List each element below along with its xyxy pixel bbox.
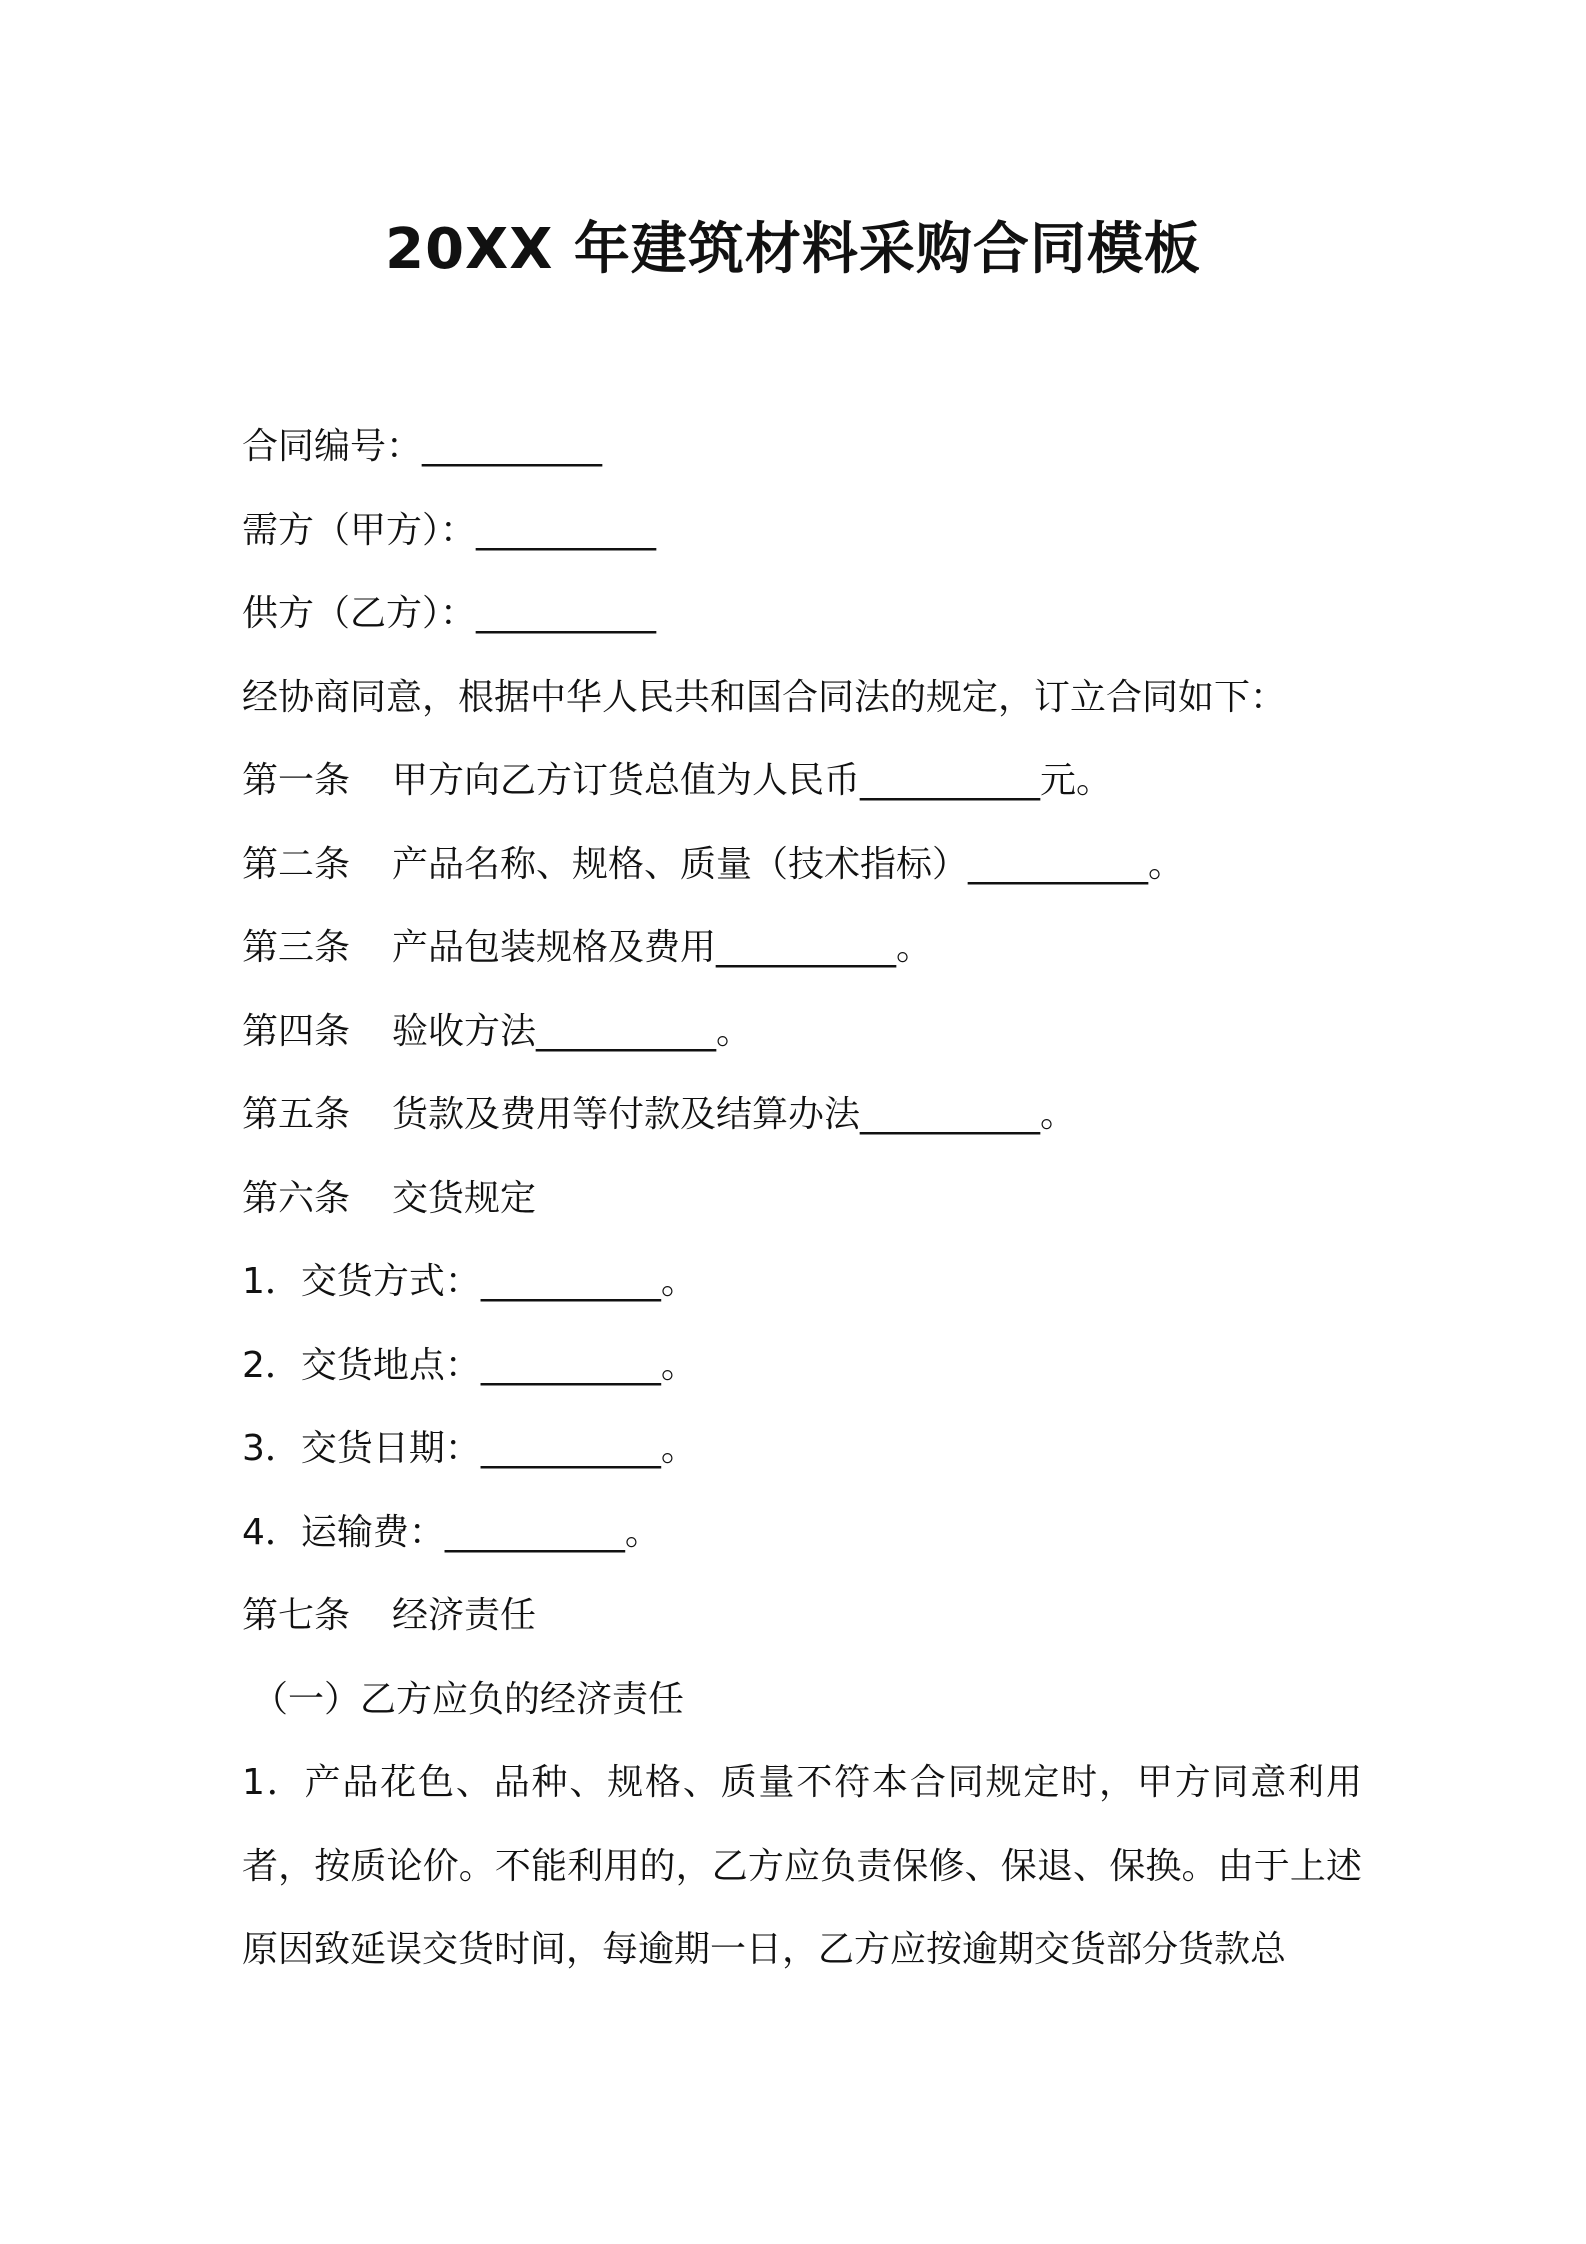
- blank-field: __________: [422, 426, 603, 467]
- article-2: [242, 823, 1362, 907]
- article-number: 第一条: [242, 760, 351, 801]
- preamble: 经协商同意，根据中华人民共和国合同法的规定，订立合同如下：: [242, 676, 1287, 718]
- article-number: 第二条: [242, 843, 351, 885]
- supplier-line: [242, 572, 1362, 656]
- delivery-item: 1．交货方式：__________。: [242, 1261, 697, 1302]
- article-1: [242, 739, 1362, 823]
- article-text: 交货规定: [392, 1177, 537, 1219]
- article-text: 验收方法__________。: [392, 1010, 753, 1052]
- article-number: 第七条: [242, 1595, 351, 1636]
- article-3: [242, 906, 1362, 990]
- article-number: 第四条: [242, 1010, 351, 1052]
- document-title: 20XX 年建筑材料采购合同模板: [385, 217, 1201, 282]
- field-label: 需方（甲方）：: [242, 509, 477, 551]
- article-6: [242, 1157, 1362, 1241]
- buyer-line: [242, 489, 1362, 573]
- blank-field: __________: [476, 593, 657, 634]
- clause-paragraph: 1．产品花色、品种、规格、质量不符本合同规定时，甲方同意利用者，按质论价。不能利用的，乙方应负责保修、保退、保换。由于上述原因致延误交货时间，每逾期一日，乙方应按逾期交货部分货款总: [242, 1762, 1362, 1970]
- article-number: 第三条: [242, 927, 351, 968]
- article-number: 第五条: [242, 1094, 351, 1135]
- delivery-item: 2．交货地点：__________。: [242, 1344, 697, 1386]
- article-text: 产品名称、规格、质量（技术指标）__________。: [392, 843, 1185, 885]
- article-7: [242, 1574, 1362, 1658]
- field-label: 合同编号：: [242, 426, 423, 467]
- article-4: [242, 990, 1362, 1074]
- section-heading: （一）乙方应负的经济责任: [252, 1678, 685, 1720]
- contract-number-line: [242, 405, 1362, 489]
- delivery-item: 3．交货日期：__________。: [242, 1428, 697, 1469]
- field-label: 供方（乙方）：: [242, 593, 477, 634]
- document-body: [242, 405, 1362, 1992]
- article-text: 产品包装规格及费用__________。: [392, 927, 933, 968]
- article-5: [242, 1073, 1362, 1157]
- blank-field: __________: [476, 509, 657, 551]
- article-text: 货款及费用等付款及结算办法__________。: [392, 1094, 1077, 1135]
- article-text: 经济责任: [392, 1595, 537, 1636]
- article-text: 甲方向乙方订货总值为人民币__________元。: [392, 760, 1113, 801]
- article-number: 第六条: [242, 1177, 351, 1219]
- delivery-item: 4．运输费：__________。: [242, 1511, 661, 1553]
